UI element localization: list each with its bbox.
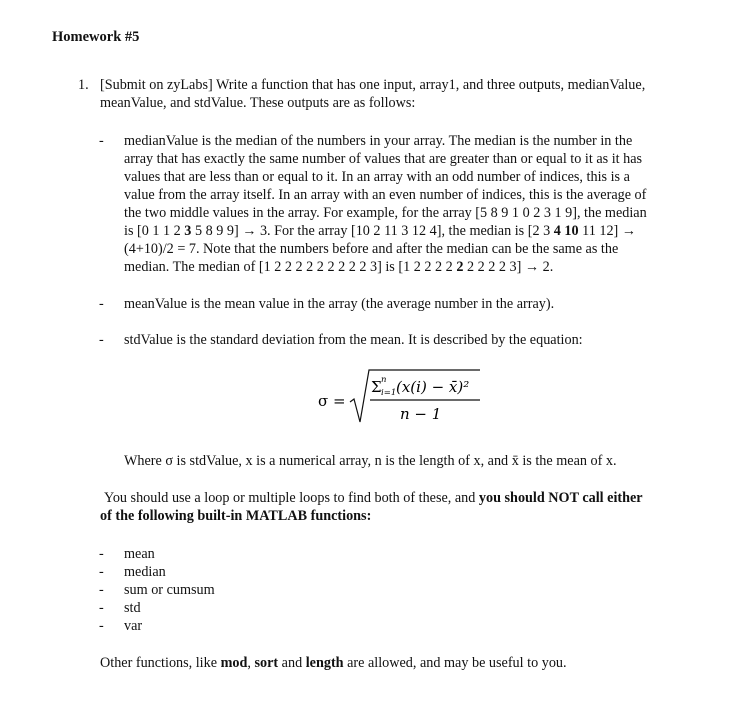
bullet-dash: - bbox=[99, 600, 104, 616]
text-span: 5 8 9 9] → 3. For the array [10 2 11 3 12 4], the median is [2 3 bbox=[191, 223, 554, 239]
sum-lower-limit: i=1 bbox=[381, 388, 397, 398]
formula-explanation: Where σ is stdValue, x is a numerical array, n is the length of x, and x̄ is the mean of x. bbox=[124, 453, 617, 469]
denominator: n − 1 bbox=[400, 405, 442, 423]
text-span: 2 2 2 2 3] → 2. bbox=[463, 259, 554, 275]
bullet-dash: - bbox=[99, 564, 104, 580]
bold-span: 4 10 bbox=[553, 223, 579, 239]
function-name: length bbox=[305, 655, 344, 671]
median-text-line: the two middle values in the array. For example, for the array [5 8 9 1 0 2 3 1 9], the median bbox=[124, 205, 647, 221]
std-text: stdValue is the standard deviation from the mean. It is described by the equation: bbox=[124, 332, 583, 348]
bullet-dash: - bbox=[99, 618, 104, 634]
forbidden-function: median bbox=[124, 564, 166, 580]
std-formula bbox=[318, 366, 498, 432]
question-number: 1. bbox=[78, 77, 89, 93]
bold-span: of the following built-in MATLAB functions: bbox=[100, 508, 372, 524]
numerator-body: (x(i) − x̄)² bbox=[396, 378, 470, 396]
question-intro-line-2: meanValue, and stdValue. These outputs are as follows: bbox=[100, 95, 416, 111]
function-name: mod bbox=[220, 655, 248, 671]
text-span: , bbox=[247, 655, 255, 671]
bullet-dash: - bbox=[99, 582, 104, 598]
formula-lhs: σ = bbox=[318, 392, 346, 410]
text-span: median. The median of [1 2 2 2 2 2 2 2 2 2 3] is [1 2 2 2 2 bbox=[124, 259, 457, 275]
median-text-line: value from the array itself. In an array with an even number of indices, this is the average of bbox=[124, 187, 647, 203]
text-span: 11 12] → bbox=[578, 223, 636, 239]
forbidden-function: sum or cumsum bbox=[124, 582, 215, 598]
bullet-dash: - bbox=[99, 296, 104, 312]
text-span: You should use a loop or multiple loops to find both of these, and bbox=[104, 490, 479, 506]
median-text-line: array that has exactly the same number of values that are greater than or equal to it as it has bbox=[124, 151, 643, 167]
function-name: sort bbox=[254, 655, 279, 671]
bold-span: you should NOT call either bbox=[478, 490, 643, 506]
sum-upper-limit: n bbox=[381, 375, 387, 385]
forbidden-function: mean bbox=[124, 546, 155, 562]
median-example-line bbox=[124, 222, 636, 240]
text-span: and bbox=[278, 655, 306, 671]
median-example-line bbox=[124, 258, 553, 276]
bold-span: 3 bbox=[184, 223, 192, 239]
median-text-line: (4+10)/2 = 7. Note that the numbers before and after the median can be the same as the bbox=[124, 241, 619, 257]
forbidden-function: var bbox=[124, 618, 143, 634]
text-span: is [0 1 1 2 bbox=[124, 223, 185, 239]
page-title: Homework #5 bbox=[52, 29, 140, 45]
question-intro-line-1: [Submit on zyLabs] Write a function that has one input, array1, and three outputs, medianValue, bbox=[100, 77, 646, 93]
formula-graphic bbox=[318, 366, 498, 432]
bullet-dash: - bbox=[99, 332, 104, 348]
sum-symbol: Σ bbox=[371, 378, 382, 396]
text-span: Other functions, like bbox=[100, 655, 221, 671]
instruction-line-2 bbox=[100, 507, 371, 525]
median-text-line: values that are less than or equal to it. In an array with an odd number of indices, this is a bbox=[124, 169, 630, 185]
bold-span: 2 bbox=[456, 259, 464, 275]
mean-text: meanValue is the mean value in the array (the average number in the array). bbox=[124, 296, 555, 312]
allowed-functions-note bbox=[100, 654, 567, 672]
bullet-dash: - bbox=[99, 133, 104, 149]
text-span: are allowed, and may be useful to you. bbox=[343, 655, 567, 671]
forbidden-function: std bbox=[124, 600, 141, 616]
median-text-line: medianValue is the median of the numbers in your array. The median is the number in the bbox=[124, 133, 633, 149]
bullet-dash: - bbox=[99, 546, 104, 562]
instruction-line-1 bbox=[104, 489, 643, 507]
